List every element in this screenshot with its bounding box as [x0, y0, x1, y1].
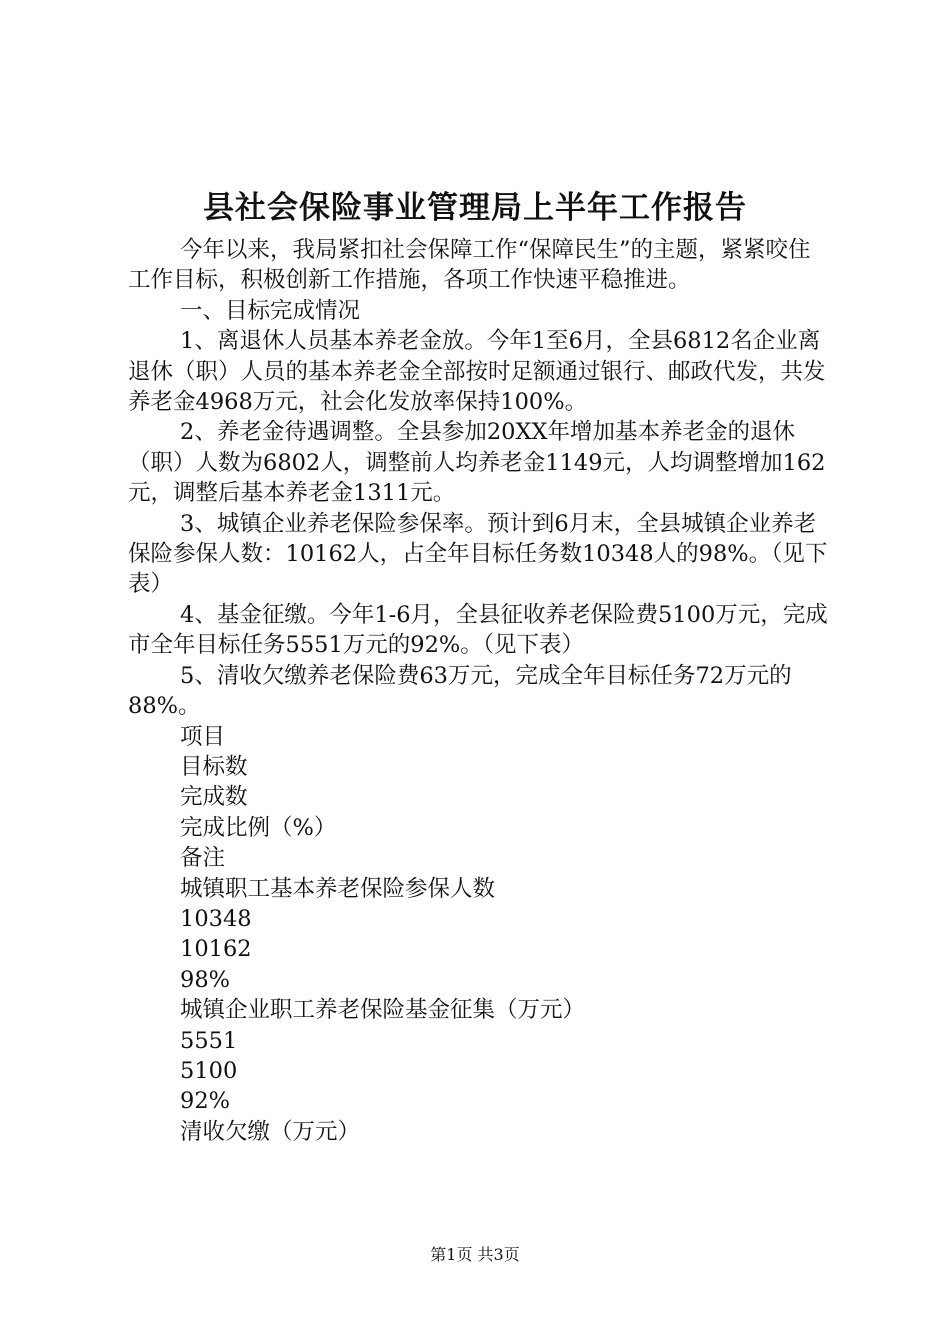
table-cell-value: 5100	[180, 1057, 238, 1084]
table-cell-value: 10348	[180, 905, 252, 932]
table-cell-value: 10162	[180, 936, 252, 963]
table-header-target: 目标数	[180, 753, 248, 780]
table-cell-value: 92%	[180, 1088, 231, 1115]
table-cell-value: 5551	[180, 1027, 238, 1054]
paragraph-intro: 今年以来，我局紧扣社会保障工作“保障民生”的主题，紧紧咬住工作目标，积极创新工作措施，各项工作快速平稳推进。	[128, 237, 811, 294]
paragraph-item-3: 3、城镇企业养老保险参保率。预计到6月末，全县城镇企业养老保险参保人数：10162人，占全年目标任务数10348人的98%。（见下表）	[128, 510, 828, 598]
paragraph-item-4: 4、基金征缴。今年1-6月，全县征收养老保险费5100万元，完成市全年目标任务5551万元的92%。（见下表）	[128, 601, 828, 659]
table-header-completed: 完成数	[180, 784, 248, 811]
paragraph-item-2: 2、养老金待遇调整。全县参加20XX年增加基本养老金的退休（职）人数为6802人，调整前人均养老金1149元，人均调整增加162元，调整后基本养老金1311元。	[128, 419, 826, 507]
paragraph-item-5: 5、清收欠缴养老保险费63万元，完成全年目标任务72万元的88%。	[128, 662, 792, 720]
document-title: 县社会保险事业管理局上半年工作报告	[203, 190, 747, 226]
table-cell-value: 98%	[180, 966, 231, 993]
paragraph-item-1: 1、离退休人员基本养老金放。今年1至6月，全县6812名企业离退休（职）人员的基本养老金全部按时足额通过银行、邮政代发，共发养老金4968万元，社会化发放率保持100%。	[128, 328, 826, 416]
table-header-note: 备注	[180, 845, 226, 872]
document-body	[128, 235, 828, 1147]
table-row-label: 城镇职工基本养老保险参保人数	[180, 875, 496, 902]
table-row-label: 城镇企业职工养老保险基金征集（万元）	[180, 997, 586, 1024]
table-header-ratio: 完成比例（%）	[180, 814, 337, 841]
page-footer: 第1页 共3页	[430, 1245, 520, 1264]
section-heading: 一、目标完成情况	[180, 297, 361, 324]
table-row-label: 清收欠缴（万元）	[180, 1118, 361, 1145]
table-header-item: 项目	[180, 723, 226, 750]
